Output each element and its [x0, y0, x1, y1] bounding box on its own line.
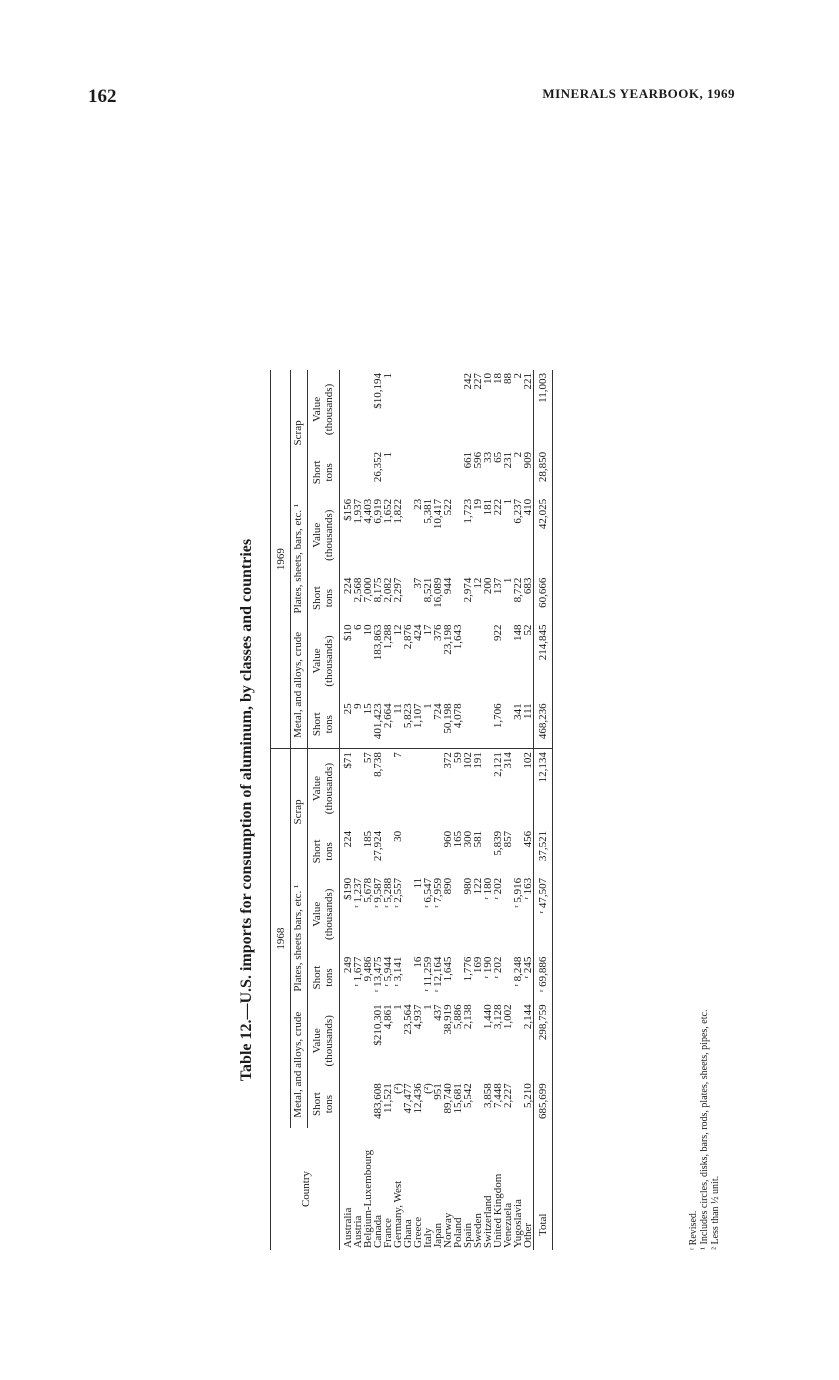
value-header: Value (thousands)	[308, 496, 340, 575]
short-tons-cell: 5,210	[522, 1083, 534, 1108]
value-cell: 227	[472, 373, 484, 390]
country-cell: Austria	[352, 1215, 364, 1248]
value-cell: 102	[522, 752, 534, 769]
short-tons-cell: 685,699	[534, 1080, 553, 1128]
value-cell: 1	[392, 1004, 404, 1010]
value-cell: $190	[342, 877, 354, 900]
year-header-1968: 1968	[271, 749, 291, 1128]
value-cell	[413, 749, 423, 828]
country-cell: Other	[522, 1222, 534, 1248]
country-cell: Canada	[372, 1215, 384, 1248]
country-cell: United Kingdom	[492, 1173, 504, 1248]
short-tons-cell: 2,974	[462, 577, 474, 603]
value-cell: 6,237	[512, 498, 524, 524]
short-tons-cell	[353, 1080, 363, 1128]
short-tons-cell: ʳ 8,248	[512, 956, 524, 987]
value-cell: ʳ 9,587	[372, 877, 384, 908]
short-tons-cell: 30	[392, 830, 404, 842]
year-header-1969: 1969	[271, 370, 291, 749]
country-cell: Norway	[442, 1212, 454, 1248]
short-tons-cell: 5,839	[492, 830, 504, 856]
short-tons-cell: 1	[382, 451, 394, 458]
value-cell: 1,652	[382, 498, 394, 524]
country-cell: Total	[534, 1128, 553, 1250]
short-tons-cell: 16,089	[432, 577, 444, 608]
short-tons-cell: 224	[342, 577, 354, 595]
value-cell	[423, 370, 433, 449]
value-cell: 1	[382, 373, 394, 379]
short-tons-cell: 9,486	[362, 956, 374, 982]
short-tons-cell: 1	[502, 577, 514, 584]
value-cell: 7	[392, 752, 404, 758]
class-header: Plates, sheets, bars, etc. ¹	[291, 496, 308, 622]
value-cell	[463, 622, 473, 701]
value-cell: ʳ 180	[482, 877, 494, 900]
short-tons-cell: 2,664	[383, 700, 393, 748]
value-cell: 19	[472, 498, 484, 510]
value-cell: 5,678	[362, 877, 374, 903]
value-cell: $10	[342, 624, 354, 642]
value-cell: 2,876	[402, 624, 414, 650]
short-tons-header: Short tons	[308, 954, 340, 1002]
country-cell: France	[382, 1218, 394, 1248]
short-tons-cell: 5,823	[403, 700, 413, 748]
value-cell: 242	[462, 373, 474, 390]
short-tons-cell: ʳ 11,259	[422, 956, 434, 992]
short-tons-cell: 1,107	[413, 700, 423, 748]
value-cell: 148	[512, 624, 524, 642]
class-header: Metal, and alloys, crude	[291, 1001, 308, 1128]
table-row	[523, 370, 534, 1250]
short-tons-cell: 185	[362, 830, 374, 848]
short-tons-cell: 9	[353, 700, 363, 748]
value-cell: ʳ 7,959	[432, 877, 444, 908]
short-tons-cell	[403, 449, 413, 496]
short-tons-cell: 50,198	[443, 700, 453, 748]
value-header: Value (thousands)	[308, 1001, 340, 1080]
short-tons-cell: ʳ 190	[482, 956, 494, 979]
short-tons-cell: 8,175	[372, 577, 384, 603]
short-tons-cell: 26,352	[372, 451, 384, 483]
short-tons-cell: 1,645	[442, 956, 454, 982]
country-cell: Sweden	[472, 1213, 484, 1248]
class-header: Metal, and alloys, crude	[291, 622, 308, 749]
country-cell: Venezuela	[502, 1202, 514, 1248]
value-cell: 122	[472, 877, 484, 895]
short-tons-cell: 5,542	[462, 1083, 474, 1108]
short-tons-cell	[353, 449, 363, 496]
country-cell: Italy	[422, 1227, 434, 1248]
value-cell: 1	[422, 1004, 434, 1010]
value-cell: 1,440	[482, 1004, 494, 1030]
value-cell: 4,861	[382, 1004, 394, 1030]
short-tons-cell: ʳ 69,886	[534, 954, 553, 1002]
short-tons-cell: 27,924	[372, 830, 384, 862]
value-cell: 23,564	[402, 1004, 414, 1035]
short-tons-cell: 111	[523, 700, 534, 748]
value-cell: 23	[412, 498, 424, 510]
value-cell: 1,822	[392, 498, 404, 524]
short-tons-cell: 661	[462, 451, 474, 469]
short-tons-cell: 483,608	[372, 1083, 384, 1119]
short-tons-cell: 65	[492, 451, 504, 463]
country-cell: Belgium-Luxembourg	[362, 1149, 374, 1248]
value-cell: 372	[442, 752, 454, 769]
short-tons-cell	[423, 828, 433, 875]
short-tons-cell: 7,000	[362, 577, 374, 603]
short-tons-cell: 2	[512, 451, 524, 458]
short-tons-cell: 249	[342, 956, 354, 974]
value-cell: 522	[442, 498, 454, 516]
value-cell: ʳ 202	[492, 877, 504, 900]
value-cell	[393, 370, 403, 449]
value-cell	[353, 1001, 363, 1080]
value-cell: 59	[452, 752, 464, 764]
value-cell: 410	[522, 498, 534, 516]
value-cell	[433, 370, 443, 449]
short-tons-cell	[403, 828, 413, 875]
short-tons-cell: (²)	[392, 1083, 404, 1094]
short-tons-cell: 12	[472, 577, 484, 589]
footnotes	[688, 1010, 721, 1250]
table-row	[443, 370, 453, 1250]
value-header: Value (thousands)	[308, 749, 340, 828]
value-cell: 2,144	[522, 1004, 534, 1030]
class-header: Plates, sheets bars, etc. ¹	[291, 875, 308, 1002]
short-tons-cell	[340, 1080, 354, 1128]
value-cell: 376	[432, 624, 444, 642]
short-tons-cell: 16	[412, 956, 424, 968]
footnote: ¹ Includes circles, disks, bars, rods, plates, sheets, pipes, etc.	[699, 1009, 710, 1250]
short-tons-cell: 2,082	[382, 577, 394, 603]
value-cell: 42,025	[534, 496, 553, 575]
short-tons-cell: 3,858	[482, 1083, 494, 1108]
value-cell: 314	[502, 752, 514, 769]
short-tons-cell: 11,521	[382, 1083, 394, 1114]
short-tons-cell: 857	[502, 830, 514, 848]
value-cell: ʳ 47,507	[534, 875, 553, 954]
rotated-table-block	[236, 370, 756, 1250]
value-cell: $10,194	[372, 373, 384, 409]
value-cell: 4,403	[362, 498, 374, 524]
value-cell: 183,863	[372, 624, 384, 661]
short-tons-cell: 89,740	[442, 1083, 454, 1114]
value-cell: ʳ 2,557	[392, 877, 404, 908]
value-cell: ʳ 1,237	[352, 877, 364, 908]
value-cell: 6	[352, 624, 364, 631]
short-tons-cell: ʳ 12,164	[432, 956, 444, 993]
value-cell	[423, 749, 433, 828]
short-tons-cell: 341	[513, 700, 523, 748]
value-cell: 6,919	[372, 498, 384, 524]
short-tons-cell: 468,236	[534, 700, 553, 748]
country-header: Country	[271, 1128, 340, 1250]
short-tons-cell: 231	[502, 451, 514, 469]
short-tons-cell: 2,568	[352, 577, 364, 603]
short-tons-cell: 25	[340, 700, 354, 748]
running-head: MINERALS YEARBOOK, 1969	[542, 86, 735, 101]
short-tons-header: Short tons	[308, 1080, 340, 1128]
short-tons-cell: 456	[522, 830, 534, 848]
value-cell: 5,886	[452, 1004, 464, 1030]
value-cell	[413, 370, 423, 449]
value-cell: 2,138	[462, 1004, 474, 1030]
value-cell	[340, 370, 354, 449]
value-header: Value (thousands)	[308, 622, 340, 701]
value-cell	[383, 749, 393, 828]
table-row	[340, 370, 354, 1250]
footnote: ʳ Revised.	[688, 1210, 699, 1250]
value-cell: 10	[362, 624, 374, 636]
value-cell: 890	[442, 877, 454, 895]
value-cell: 88	[502, 373, 514, 384]
short-tons-cell: 37,521	[534, 828, 553, 875]
short-tons-cell: 7,448	[492, 1083, 504, 1108]
value-cell: 102	[462, 752, 474, 769]
value-cell: $156	[342, 498, 354, 521]
value-cell: ʳ 163	[522, 877, 534, 900]
value-cell: 52	[522, 624, 534, 636]
short-tons-cell: 581	[472, 830, 484, 848]
value-cell: 38,919	[442, 1004, 454, 1035]
short-tons-cell: 47,477	[402, 1083, 414, 1114]
short-tons-cell: ʳ 13,475	[372, 956, 384, 993]
short-tons-cell: 683	[522, 577, 534, 595]
short-tons-cell: ʳ 1,677	[352, 956, 364, 987]
value-cell: 181	[482, 498, 494, 516]
value-header: Value (thousands)	[308, 370, 340, 449]
value-cell: 5,381	[422, 498, 434, 524]
table-title: Table 12.—U.S. imports for consumption of aluminum, by classes and countries	[238, 538, 255, 1082]
value-cell: 11,003	[534, 370, 553, 449]
short-tons-header: Short tons	[308, 828, 340, 875]
value-cell: ʳ 6,547	[422, 877, 434, 908]
value-cell: 222	[492, 498, 504, 516]
short-tons-cell: 169	[472, 956, 484, 974]
short-tons-cell: 8,521	[422, 577, 434, 603]
short-tons-cell: 15,681	[452, 1083, 464, 1114]
value-cell	[403, 370, 413, 449]
value-cell: 4,937	[412, 1004, 424, 1030]
short-tons-cell	[423, 449, 433, 496]
value-cell: 11	[412, 877, 424, 889]
value-cell: 191	[472, 752, 484, 769]
short-tons-cell: 909	[522, 451, 534, 469]
value-cell	[403, 749, 413, 828]
short-tons-cell: 1,706	[493, 700, 503, 748]
short-tons-cell: 165	[452, 830, 464, 848]
short-tons-cell: 1,776	[462, 956, 474, 982]
table-row	[393, 370, 403, 1250]
value-cell: 980	[462, 877, 474, 895]
short-tons-cell: ʳ 245	[522, 956, 534, 979]
value-cell: 18	[492, 373, 504, 384]
short-tons-cell: 15	[363, 700, 373, 748]
value-cell: 1	[502, 498, 514, 505]
short-tons-cell: 60,666	[534, 575, 553, 622]
short-tons-cell	[393, 449, 403, 496]
short-tons-cell	[413, 449, 423, 496]
short-tons-header: Short tons	[308, 700, 340, 748]
value-cell: 437	[432, 1004, 444, 1021]
value-cell: 3,128	[492, 1004, 504, 1030]
value-cell	[443, 370, 453, 449]
short-tons-cell: 401,423	[373, 700, 383, 748]
value-cell	[340, 1001, 354, 1080]
value-cell: $71	[342, 752, 354, 769]
short-tons-cell: 33	[482, 451, 494, 463]
short-tons-cell	[413, 828, 423, 875]
short-tons-cell	[443, 449, 453, 496]
short-tons-cell: ʳ 5,944	[382, 956, 394, 987]
short-tons-cell: 300	[462, 830, 474, 848]
value-cell: 298,759	[534, 1001, 553, 1080]
country-cell: Japan	[432, 1222, 444, 1248]
value-cell: ʳ 5,288	[382, 877, 394, 908]
short-tons-cell: 2,297	[392, 577, 404, 603]
value-cell: 2,121	[492, 752, 504, 777]
value-cell: 2	[512, 373, 524, 379]
value-cell: 12,134	[534, 749, 553, 828]
value-cell: $210,301	[372, 1004, 384, 1046]
value-cell: 1,643	[452, 624, 464, 650]
class-header: Scrap	[291, 370, 308, 496]
country-cell: Poland	[452, 1217, 464, 1248]
aluminum-imports-table	[270, 370, 553, 1250]
value-cell: 1,002	[502, 1004, 514, 1030]
short-tons-cell: 11	[393, 700, 403, 748]
short-tons-cell: 200	[482, 577, 494, 595]
value-cell: 1,288	[382, 624, 394, 650]
short-tons-cell: 2,227	[502, 1083, 514, 1108]
short-tons-cell: ʳ 202	[492, 956, 504, 979]
value-cell	[353, 370, 363, 449]
short-tons-cell: ʳ 3,141	[392, 956, 404, 987]
short-tons-header: Short tons	[308, 449, 340, 496]
country-cell: Greece	[412, 1216, 424, 1248]
short-tons-cell	[463, 700, 473, 748]
short-tons-cell: 944	[442, 577, 454, 595]
value-cell: 57	[362, 752, 374, 764]
short-tons-header: Short tons	[308, 575, 340, 622]
country-cell: Yugoslavia	[512, 1199, 524, 1248]
value-cell: 8,738	[372, 752, 384, 777]
value-cell: ʳ 5,916	[512, 877, 524, 908]
value-cell: 1,937	[352, 498, 364, 524]
value-cell: 12	[392, 624, 404, 636]
short-tons-cell: 37	[412, 577, 424, 589]
value-cell: 1,723	[462, 498, 474, 524]
short-tons-cell: 960	[442, 830, 454, 848]
short-tons-cell: 4,078	[453, 700, 463, 748]
short-tons-cell: 224	[342, 830, 354, 848]
class-header: Scrap	[291, 749, 308, 875]
country-cell: Switzerland	[482, 1195, 494, 1248]
value-cell: 17	[422, 624, 434, 636]
value-cell	[473, 622, 483, 701]
short-tons-cell: 28,850	[534, 449, 553, 496]
value-cell: 10	[482, 373, 494, 384]
short-tons-cell	[340, 449, 354, 496]
country-cell: Spain	[462, 1222, 474, 1248]
value-cell: 221	[522, 373, 534, 390]
short-tons-cell	[473, 700, 483, 748]
short-tons-cell: 137	[492, 577, 504, 595]
short-tons-cell: 951	[432, 1083, 444, 1100]
value-cell: 23,198	[442, 624, 454, 655]
short-tons-cell	[433, 449, 443, 496]
value-header: Value (thousands)	[308, 875, 340, 954]
page-number: 162	[88, 86, 117, 107]
country-cell: Ghana	[402, 1219, 414, 1248]
short-tons-cell: (²)	[422, 1083, 434, 1094]
value-cell: 922	[492, 624, 504, 642]
short-tons-cell: 1	[423, 700, 433, 748]
value-cell: 424	[412, 624, 424, 642]
short-tons-cell: 596	[472, 451, 484, 469]
value-cell: 10,417	[432, 498, 444, 530]
footnote: ² Less than ½ unit.	[710, 1175, 721, 1250]
country-cell: Australia	[342, 1207, 354, 1248]
country-cell: Germany, West	[392, 1180, 404, 1248]
short-tons-cell: 8,722	[512, 577, 524, 603]
total-row	[534, 370, 553, 1250]
short-tons-cell: 724	[433, 700, 443, 748]
short-tons-cell: 12,436	[412, 1083, 424, 1114]
value-cell: 214,845	[534, 622, 553, 701]
